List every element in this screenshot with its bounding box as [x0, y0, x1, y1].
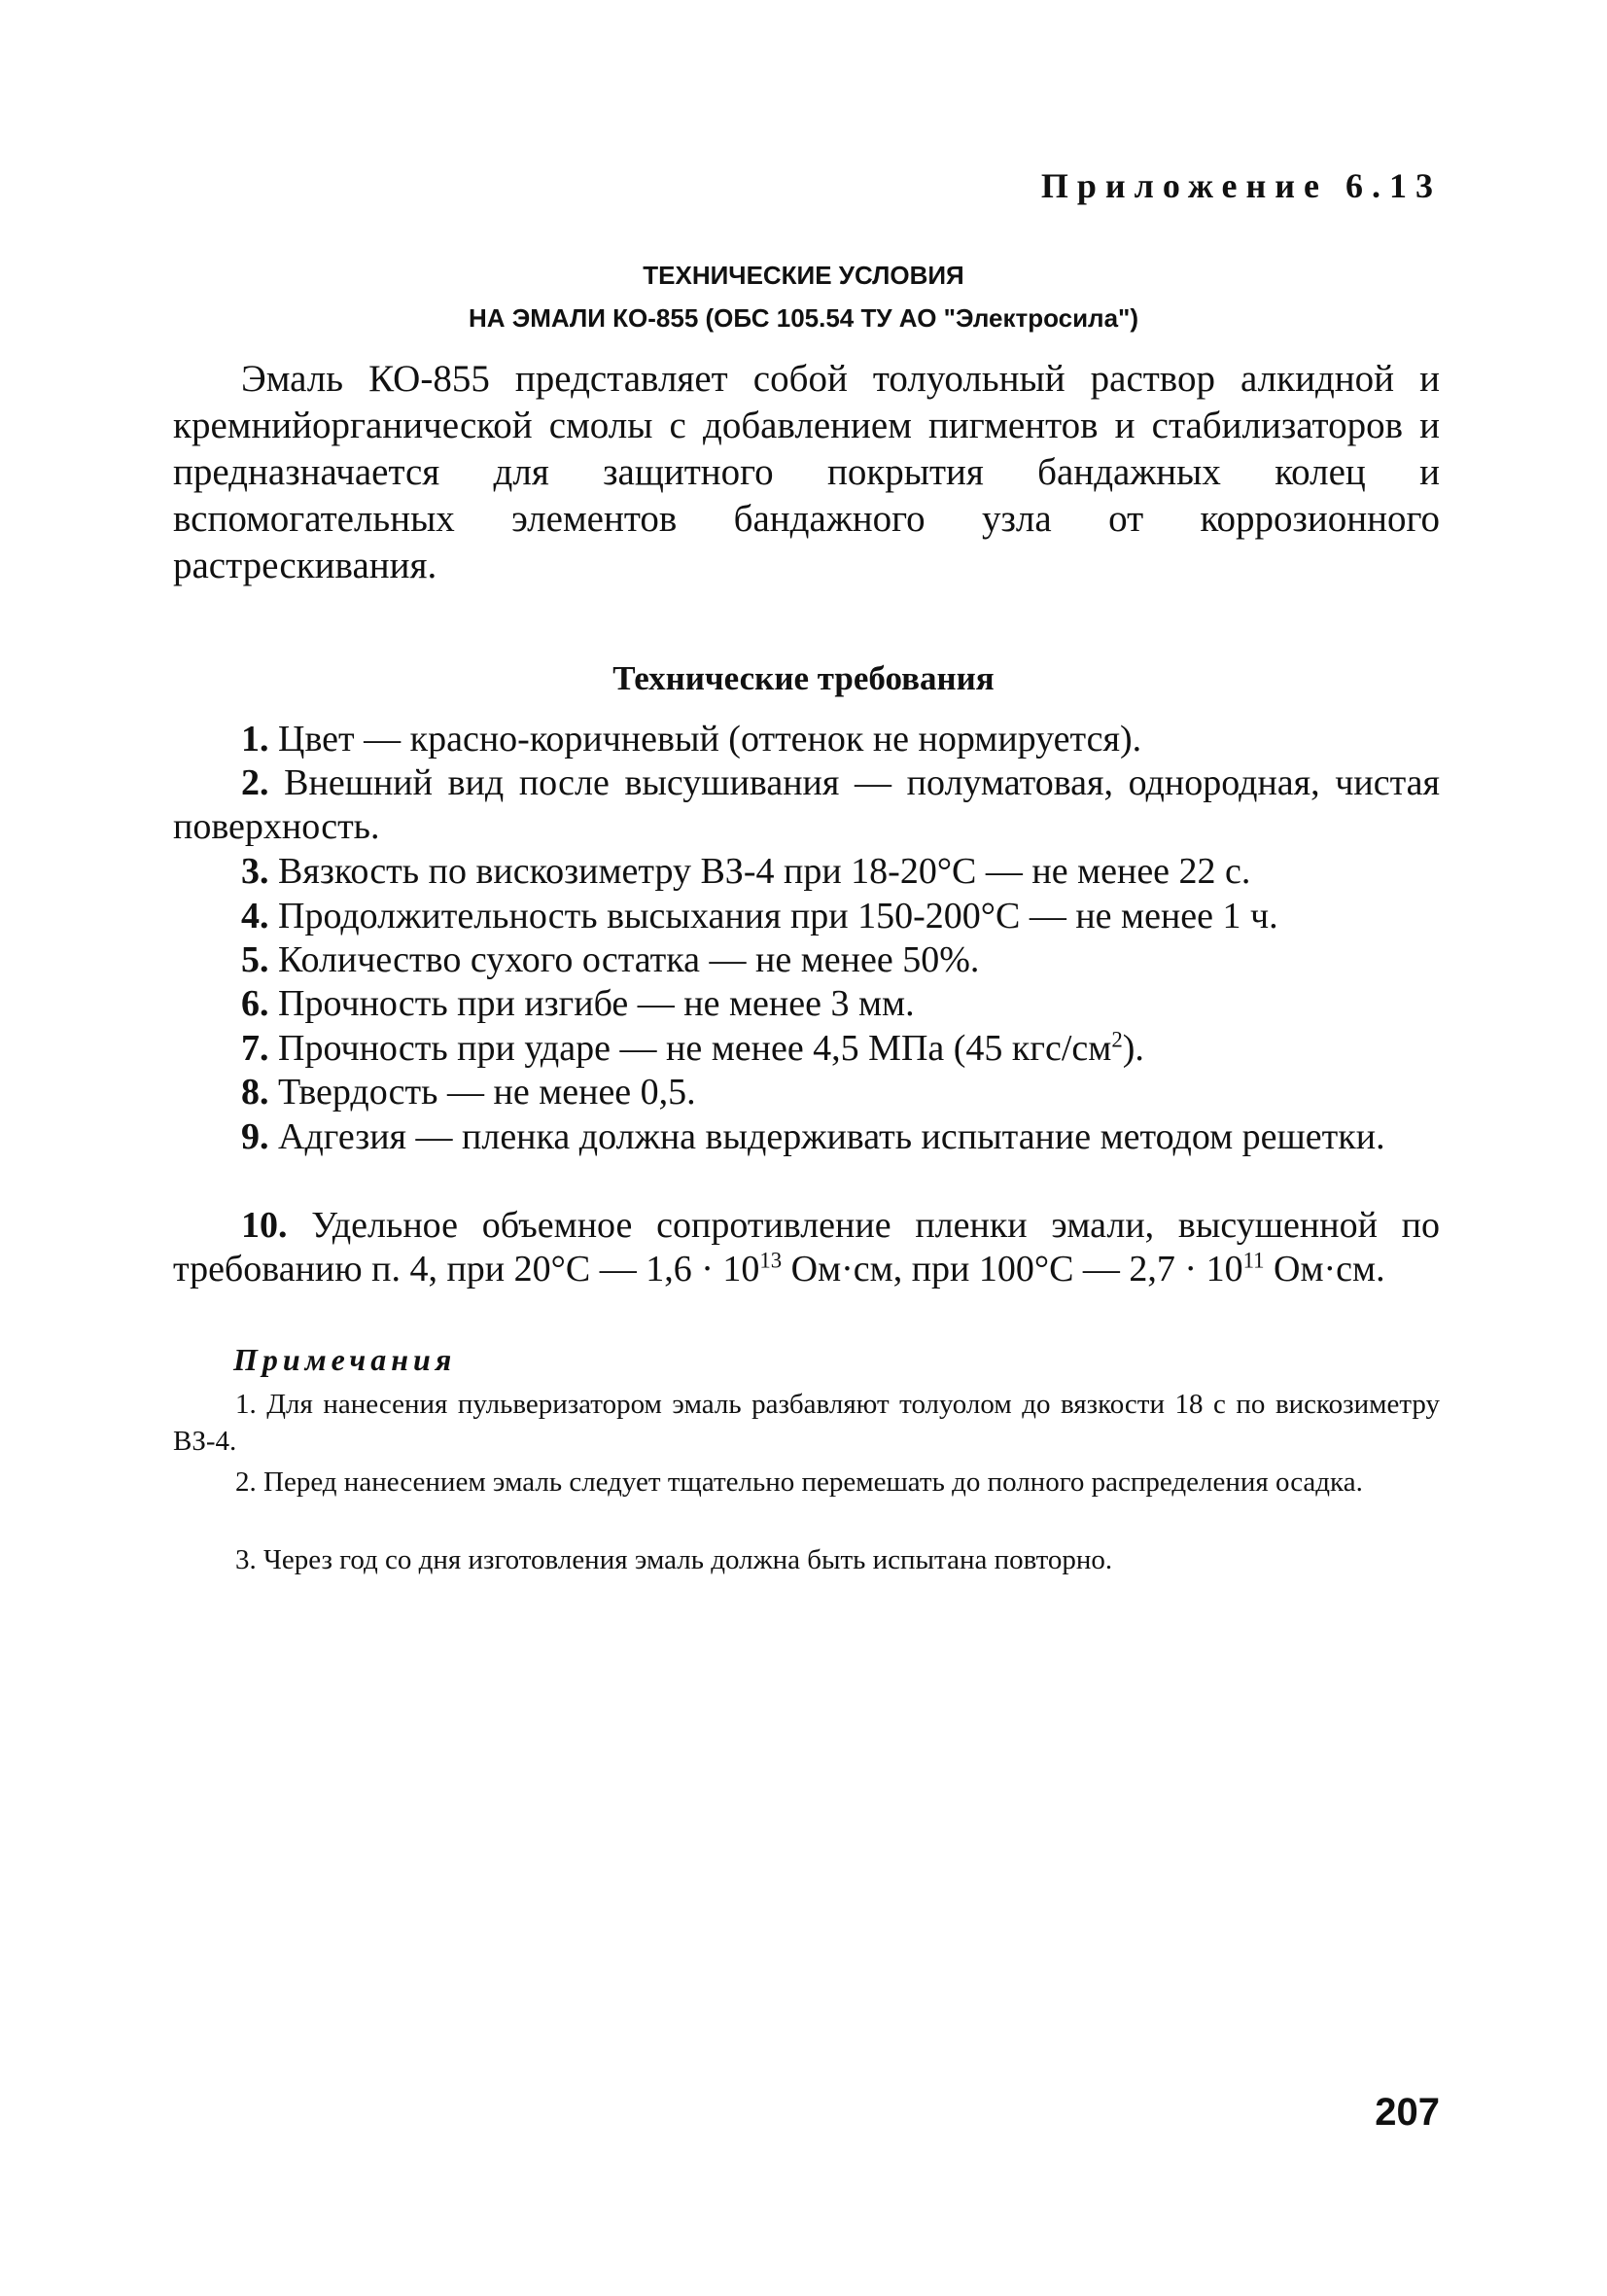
intro-paragraph: Эмаль КО-855 представляет собой толуольный раствор алкидной и кремнийорганической смолы с добавлением пигментов и стабилизаторов и предназначается для защитного покрытия бандажных колец и вспомогательных элементов бандажного узла от коррозионного растрескивания.: [173, 358, 1440, 586]
superscript: 2: [1111, 1027, 1123, 1052]
appendix-label: Приложение 6.13: [1040, 166, 1442, 205]
superscript: 11: [1242, 1248, 1265, 1273]
requirement-text: Продолжительность высыхания при 150-200°С — не менее 1 ч.: [278, 896, 1278, 936]
note-item: 3. Через год со дня изготовления эмаль должна быть испытана повторно.: [235, 1544, 1113, 1575]
requirement-text: Внешний вид после высушивания — полуматовая, однородная, чистая поверхность.: [173, 762, 1440, 847]
requirement-number: 2.: [241, 762, 269, 803]
requirement-text: Прочность при изгибе — не менее 3 мм.: [278, 983, 915, 1024]
requirement-number: 7.: [241, 1028, 269, 1069]
requirement-number: 5.: [241, 939, 269, 980]
requirement-text: Количество сухого остатка — не менее 50%.: [278, 939, 980, 980]
requirement-item: [173, 850, 1440, 894]
requirement-item: [173, 895, 1440, 938]
requirement-text: Цвет — красно-коричневый (оттенок не нормируется).: [278, 719, 1142, 759]
requirement-text: Удельное объемное сопротивление пленки эмали, высушенной по требованию п. 4, при 20°С — 1,6 · 10: [173, 1205, 1440, 1289]
requirement-text-mid: Ом·см, при 100°С — 2,7 · 10: [782, 1249, 1243, 1289]
notes-heading: Примечания: [233, 1342, 457, 1377]
requirement-number: 3.: [241, 851, 269, 892]
requirement-item: [173, 1115, 1440, 1159]
requirement-item: [173, 1027, 1440, 1071]
requirement-text: Твердость — не менее 0,5.: [278, 1072, 696, 1113]
superscript: 13: [759, 1248, 783, 1273]
note-item: 1. Для нанесения пульверизатором эмаль разбавляют толуолом до вязкости 18 с по вискозиметру ВЗ-4.: [173, 1389, 1440, 1457]
requirement-text-end: Ом·см.: [1264, 1249, 1385, 1289]
requirements-heading: Технические требования: [612, 659, 995, 697]
requirement-item: [173, 1204, 1440, 1291]
requirement-number: 6.: [241, 983, 269, 1024]
requirement-text: Прочность при ударе — не менее 4,5 МПа (45 кгс/см: [278, 1028, 1112, 1069]
document-title-line-1: ТЕХНИЧЕСКИЕ УСЛОВИЯ: [643, 261, 964, 290]
requirement-item: [173, 718, 1440, 761]
requirement-number: 9.: [241, 1116, 269, 1157]
requirement-item: [173, 982, 1440, 1026]
requirement-number: 10.: [241, 1205, 288, 1246]
note-item: 2. Перед нанесением эмаль следует тщательно перемешать до полного распределения осадка.: [235, 1466, 1363, 1498]
page-number: 207: [1375, 2091, 1440, 2134]
requirement-item: [173, 761, 1440, 849]
requirement-text-end: ).: [1122, 1028, 1144, 1069]
requirement-text: Вязкость по вискозиметру ВЗ-4 при 18-20°С — не менее 22 с.: [278, 851, 1251, 892]
requirement-item: [173, 938, 1440, 982]
requirement-number: 1.: [241, 719, 269, 759]
requirement-item: [173, 1071, 1440, 1114]
requirement-text: Адгезия — пленка должна выдерживать испытание методом решетки.: [278, 1116, 1385, 1157]
requirement-number: 4.: [241, 896, 269, 936]
document-title-line-2: НА ЭМАЛИ КО-855 (ОБС 105.54 ТУ АО "Электросила"): [468, 303, 1139, 333]
requirement-number: 8.: [241, 1072, 269, 1113]
